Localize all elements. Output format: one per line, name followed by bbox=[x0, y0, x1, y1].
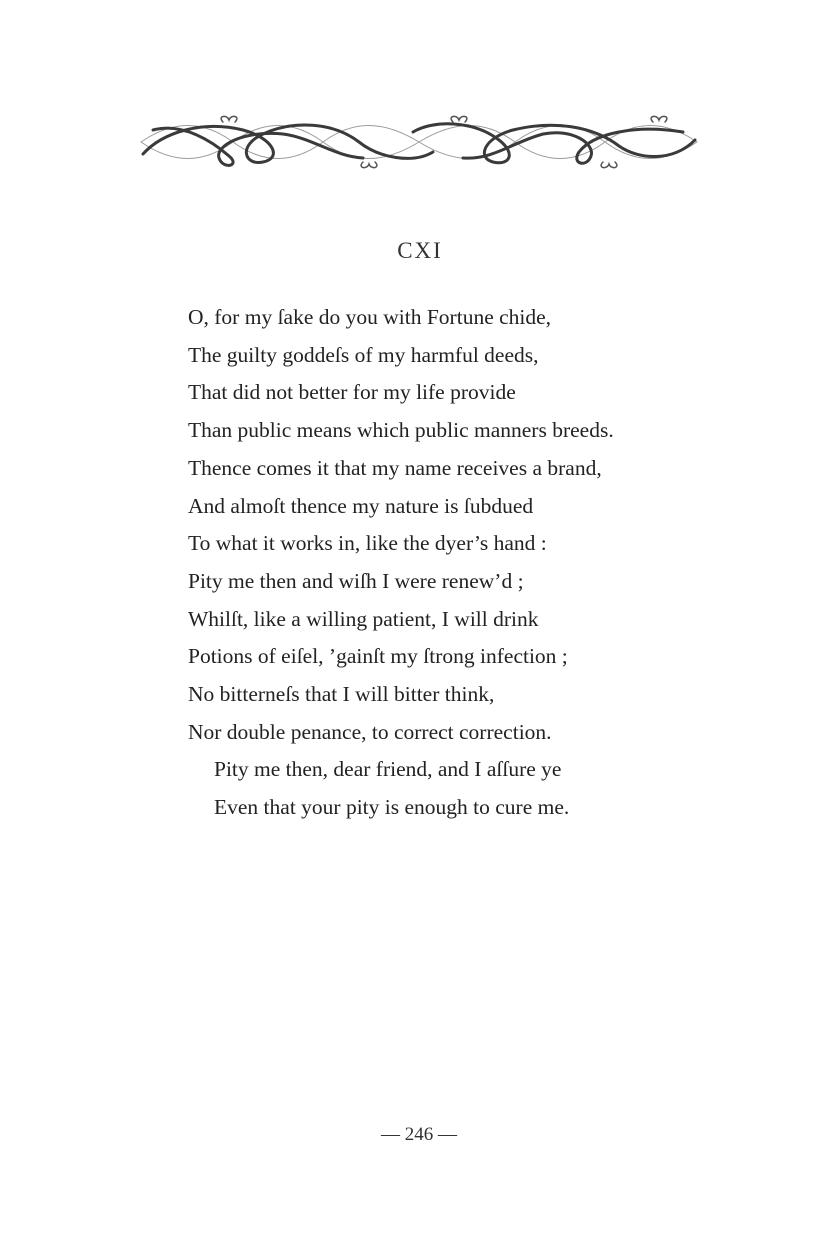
couplet-line: Pity me then, dear friend, and I aſſure ye bbox=[214, 757, 562, 782]
ornament-heart-loop bbox=[651, 116, 667, 122]
page-number: — 246 — bbox=[381, 1124, 457, 1145]
poem-line: No bitterneſs that I will bitter think, bbox=[188, 682, 495, 707]
poem-line: Thence comes it that my name receives a brand, bbox=[188, 455, 602, 480]
ornament-swash bbox=[153, 128, 363, 165]
ornament-heart-loop bbox=[601, 162, 617, 168]
poem-line: Than public means which public manners breeds. bbox=[188, 418, 614, 443]
couplet-line: Even that your pity is enough to cure me. bbox=[214, 795, 570, 820]
poem-line: To what it works in, like the dyer’s hand : bbox=[188, 531, 547, 556]
poem-line: That did not better for my life provide bbox=[188, 380, 516, 405]
poem-line: Whilſt, like a willing patient, I will drink bbox=[188, 606, 539, 631]
poem-body bbox=[188, 299, 748, 827]
poem-line: Pity me then and wiſh I were renew’d ; bbox=[188, 568, 524, 593]
poem-line: Potions of eiſel, ’gainſt my ſtrong infection ; bbox=[188, 644, 568, 669]
ornament-heart-loop bbox=[221, 116, 237, 122]
sonnet-number-heading: CXI bbox=[397, 238, 443, 263]
poem-line: And almoſt thence my nature is ſubdued bbox=[188, 493, 534, 518]
flourish-border-ornament-icon bbox=[133, 112, 705, 172]
poem-line: The guilty goddeſs of my harmful deeds, bbox=[188, 342, 539, 367]
ornament-heart-loop bbox=[361, 162, 377, 168]
poem-line: O, for my ſake do you with Fortune chide, bbox=[188, 305, 552, 329]
poem-line: Nor double penance, to correct correction. bbox=[188, 719, 552, 744]
ornament-heart-loop bbox=[451, 116, 467, 122]
